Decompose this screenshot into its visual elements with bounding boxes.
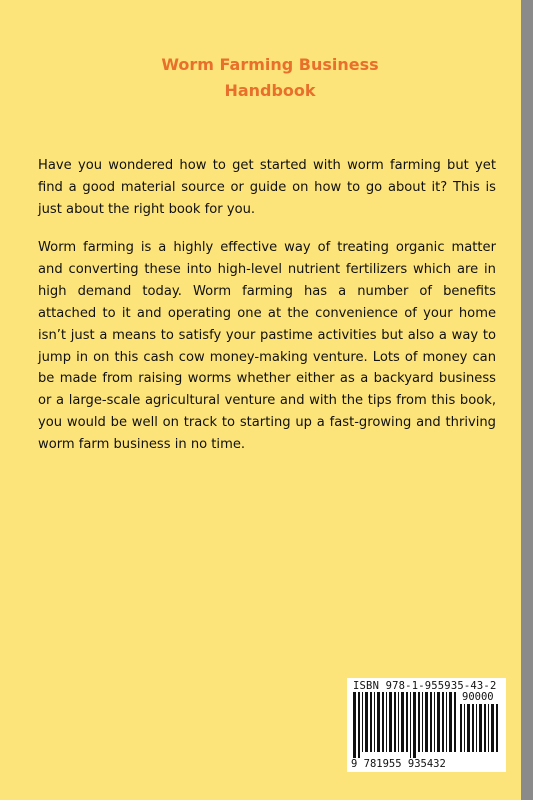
barcode-bar [479,704,482,752]
barcode-bar [446,692,447,752]
barcode-bar [442,692,444,752]
barcode-bar [406,692,408,752]
barcode-bar [488,704,489,752]
isbn-label: ISBN 978-1-955935-43-2 [353,680,497,692]
barcode-bar [382,692,384,752]
barcode-bar [389,692,392,752]
barcode-bar [358,692,360,758]
barcode-bar [410,692,411,758]
barcode-bar [362,692,363,752]
barcode-bar [449,692,452,752]
book-title [120,52,420,104]
barcode-bar [467,704,470,752]
blurb-paragraph-1: Have you wondered how to get started with worm farming but yet find a good material source or guide on how to go about it? This is just about the right book for you. [38,158,496,217]
barcode-bar [437,692,440,752]
barcode-bar [401,692,404,752]
barcode-bar [460,704,462,752]
barcode-bar [422,692,423,752]
barcode-bar [365,692,368,752]
barcode-bar [394,692,396,752]
barcode-bar [434,692,435,752]
barcode-human-readable: 9 781955 935432 [351,758,446,770]
barcode-bar [374,692,375,752]
barcode-bar [484,704,486,752]
title-line-2: Handbook [224,81,316,100]
barcode-bar [464,704,465,752]
spine-edge [521,0,533,800]
barcode-bar [353,692,356,758]
barcode-bar [418,692,420,752]
barcode-bar [398,692,399,752]
barcode-bars-addon [460,704,500,760]
blurb-paragraph-2: Worm farming is a highly effective way of treating organic matter and converting these into high-level nutrient fertilizers which are in high demand today. Worm farming has a number of benefits attached to it and operating one at the convenience of your home isn’t just a means to satisfy your pastime activities but also a way to jump in on this cash cow money-making venture. Lots of money can be made from raising worms whether either as a backyard business or a large-scale agricultural venture and with the tips from this book, you would be well on track to starting up a fast-growing and thriving worm farm business in no time. [38,240,496,453]
barcode-bar [430,692,432,752]
barcode-bar [413,692,416,758]
barcode-bar [454,692,456,752]
title-line-1: Worm Farming Business [161,55,379,74]
barcode-bar [370,692,372,752]
barcode-addon-number: 90000 [462,691,494,703]
barcode-bars-main [353,692,458,760]
barcode-bar [472,704,474,752]
barcode-bar [377,692,380,752]
barcode-bar [491,704,494,752]
barcode-bar [425,692,428,752]
barcode-bar [496,704,498,752]
barcode-bar [476,704,477,752]
isbn-barcode [347,678,506,772]
barcode-bar [386,692,387,752]
